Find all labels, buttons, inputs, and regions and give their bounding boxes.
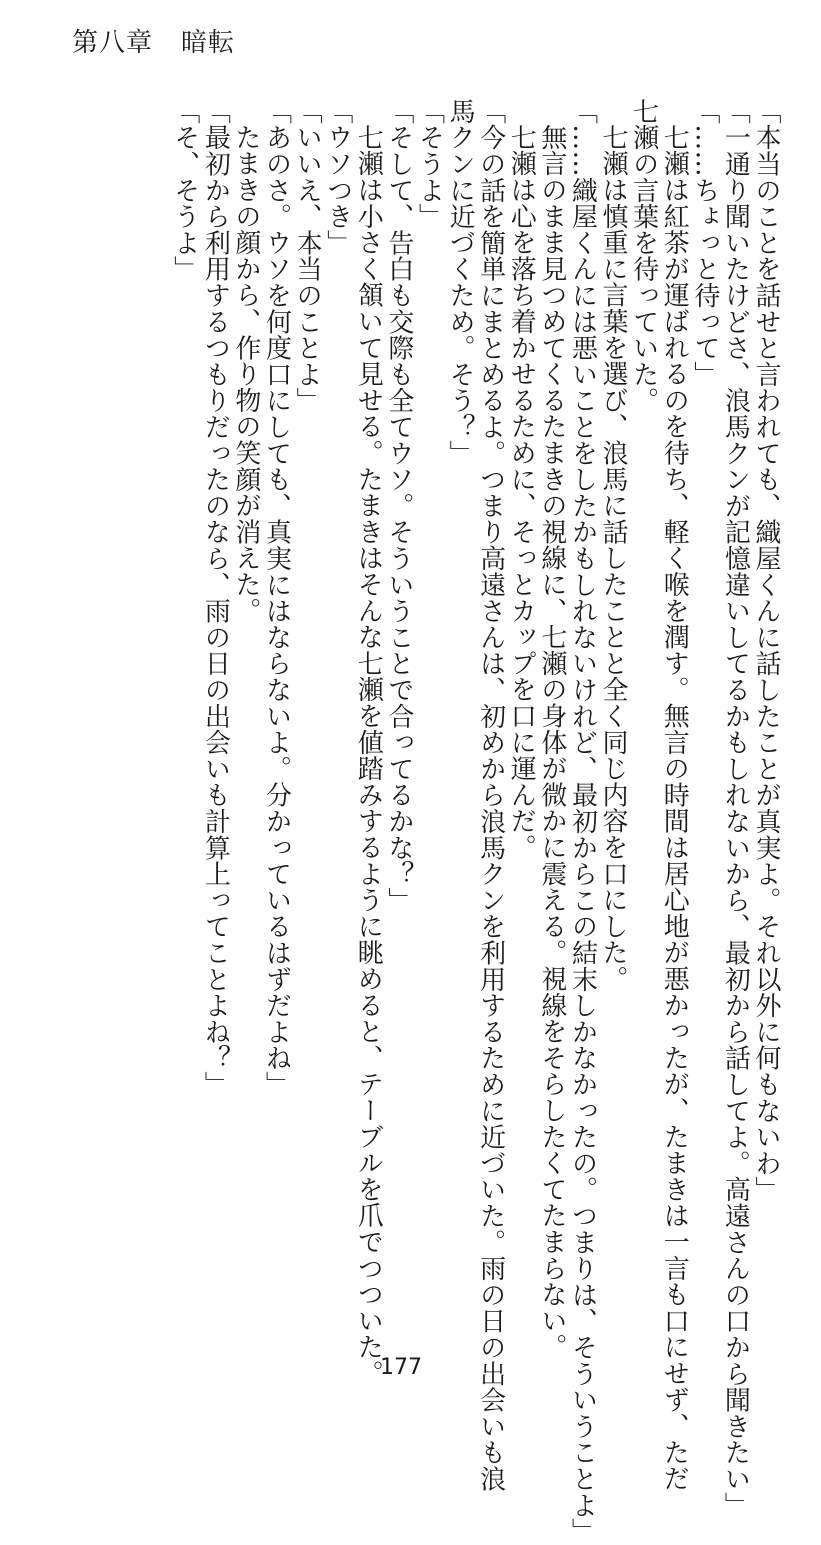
text-line: 七瀬は心を落ち着かせるために、そっとカップを口に運んだ。 — [506, 124, 537, 861]
text-line: 「……織屋くんには悪いことをしたかもしれないけれど、最初からこの結末しかなかったの。つまりは、そういうことよ」 — [567, 98, 598, 1545]
text-line: 七瀬は紅茶が運ばれるのを待ち、軽く喉を潤す。無言の時間は居心地が悪かったが、たまきは一言も口にせず、ただ — [659, 124, 690, 1492]
chapter-header — [72, 22, 235, 59]
text-line: たまきの顔から、作り物の笑顔が消えた。 — [230, 124, 261, 624]
text-line: 「ウソつき」 — [322, 98, 353, 256]
text-line: 「そ、そうよ」 — [169, 98, 200, 283]
page-number: 177 — [380, 1355, 422, 1380]
text-line: 七瀬は小さく頷いて見せる。たまきはそんな七瀬を値踏みするように眺めると、テーブルを爪でつついた。 — [353, 124, 384, 1387]
text-line: 七瀬は慎重に言葉を選び、浪馬に話したことと全く同じ内容を口にした。 — [598, 124, 629, 992]
text-line: 無言のまま見つめてくるたまきの視線に、七瀬の身体が微かに震える。視線をそらしたくてたまらない。 — [536, 124, 567, 1361]
chapter-number: 第八章 — [72, 28, 154, 58]
text-line: 「あのさ。ウソを何度口にしても、真実にはならないよ。分かっているはずだよね」 — [261, 98, 292, 1098]
text-line: 七瀬の言葉を待っていた。 — [628, 98, 659, 414]
text-line: 「最初から利用するつもりだったのなら、雨の日の出会いも計算上ってことよね？」 — [200, 98, 231, 1098]
text-line: 「いいえ、本当のことよ」 — [292, 98, 323, 414]
text-line: 「そうよ」 — [414, 98, 445, 230]
text-line: 「今の話を簡単にまとめるよ。つまり高遠さんは、初めから浪馬クンを利用するために近づいた。雨の日の出会いも浪 — [475, 98, 506, 1492]
text-line: 「一通り聞いたけどさ、浪馬クンが記憶違いしてるかもしれないから、最初から話してよ。高遠さんの口から聞きたい」 — [720, 98, 751, 1519]
text-line: 「本当のことを話せと言われても、織屋くんに話したことが真実よ。それ以外に何もないわ」 — [751, 98, 781, 1203]
text-line: 「そして、告白も交際も全てウソ。そういうことで合ってるかな？」 — [383, 98, 414, 914]
chapter-title: 暗転 — [181, 28, 236, 58]
text-line: 「……ちょっと待って」 — [689, 98, 720, 388]
text-line: 馬クンに近づくため。そう？」 — [445, 98, 476, 467]
